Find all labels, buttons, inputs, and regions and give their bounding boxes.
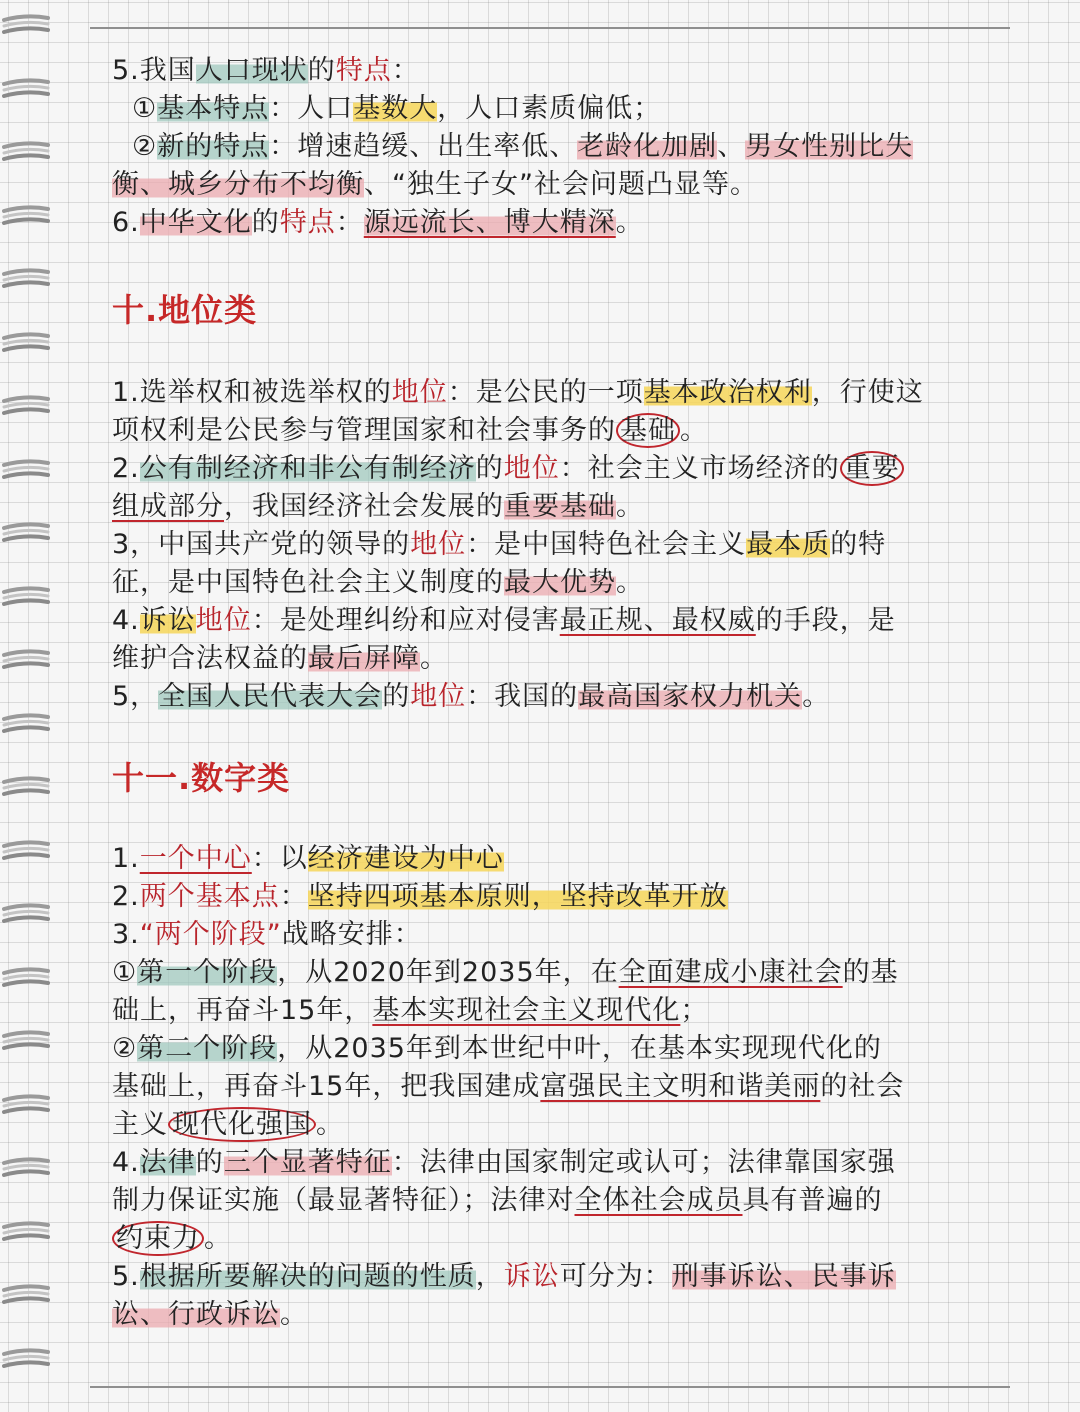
binding-ring [2,711,52,737]
note-line: 项权利是公民参与管理国家和社会事务的 基础 。 [112,415,708,446]
note-line: ②第二个阶段，从2035年到本世纪中叶，在基本实现现代化的 [112,1033,882,1064]
binding-ring [2,393,52,419]
binding-ring [2,203,52,229]
note-line: 5，全国人民代表大会的地位：我国的最高国家权力机关。 [112,681,831,712]
binding-ring [2,1219,52,1245]
note-line: 组成部分，我国经济社会发展的重要基础。 [112,491,644,522]
binding-ring [2,1155,52,1181]
note-line: 5.根据所要解决的问题的性质，诉讼可分为：刑事诉讼、民事诉 [112,1261,896,1292]
note-line: 1.选举权和被选举权的地位：是公民的一项基本政治权利，行使这 [112,377,924,408]
spiral-binding [0,0,60,1412]
binding-ring [2,838,52,864]
binding-ring [2,774,52,800]
note-line: 约束力 。 [112,1220,992,1258]
note-line: ②新的特点：增速趋缓、出生率低、老龄化加剧、男女性别比失 [132,131,914,162]
note-line: ①第一个阶段，从2020年到2035年，在全面建成小康社会的基 [112,957,899,988]
note-line: 基础上，再奋斗15年，把我国建成富强民主文明和谐美丽的社会 [112,1071,905,1102]
binding-ring [2,12,52,38]
binding-ring [2,330,52,356]
binding-ring [2,584,52,610]
note-line: 讼、行政诉讼。 [112,1299,308,1330]
binding-ring [2,520,52,546]
notes-content [112,52,992,1334]
binding-ring [2,457,52,483]
note-line: 5.我国人口现状的特点： [112,55,420,86]
binding-ring [2,266,52,292]
binding-ring [2,965,52,991]
note-line: 2.两个基本点：坚持四项基本原则，坚持改革开放 [112,881,728,912]
note-line: 6.中华文化的特点：源远流长、博大精深。 [112,207,644,238]
top-rule [90,27,1010,29]
binding-ring [2,1346,52,1372]
note-line: 3，中国共产党的领导的地位：是中国特色社会主义最本质的特 [112,529,887,560]
binding-ring [2,139,52,165]
note-line: 衡、城乡分布不均衡、“独生子女”社会问题凸显等。 [112,169,758,200]
section-heading: 十.地位类 [112,291,258,329]
note-line: ①基本特点：人口基数大，人口素质偏低； [132,93,662,124]
binding-ring [2,1282,52,1308]
binding-ring [2,76,52,102]
binding-ring [2,1092,52,1118]
binding-ring [2,647,52,673]
note-line: 制力保证实施（最显著特征）；法律对全体社会成员具有普遍的 [112,1185,883,1216]
binding-ring [2,1028,52,1054]
note-line: 征，是中国特色社会主义制度的最大优势。 [112,567,644,598]
note-line: 4.法律的三个显著特征：法律由国家制定或认可；法律靠国家强 [112,1147,896,1178]
note-line: 础上，再奋斗15年，基本实现社会主义现代化； [112,995,709,1026]
note-line: 维护合法权益的最后屏障。 [112,643,448,674]
section-heading: 十一.数字类 [112,759,291,797]
note-line: 2.公有制经济和非公有制经济的地位：社会主义市场经济的 重要 [112,450,992,488]
note-line: 主义 现代化强国 。 [112,1109,344,1140]
binding-ring [2,901,52,927]
bottom-rule [90,1386,1010,1388]
note-line: 3.“两个阶段”战略安排： [112,919,422,950]
note-line: 1.一个中心：以经济建设为中心 [112,843,504,874]
note-line: 4.诉讼地位：是处理纠纷和应对侵害最正规、最权威的手段，是 [112,605,896,636]
